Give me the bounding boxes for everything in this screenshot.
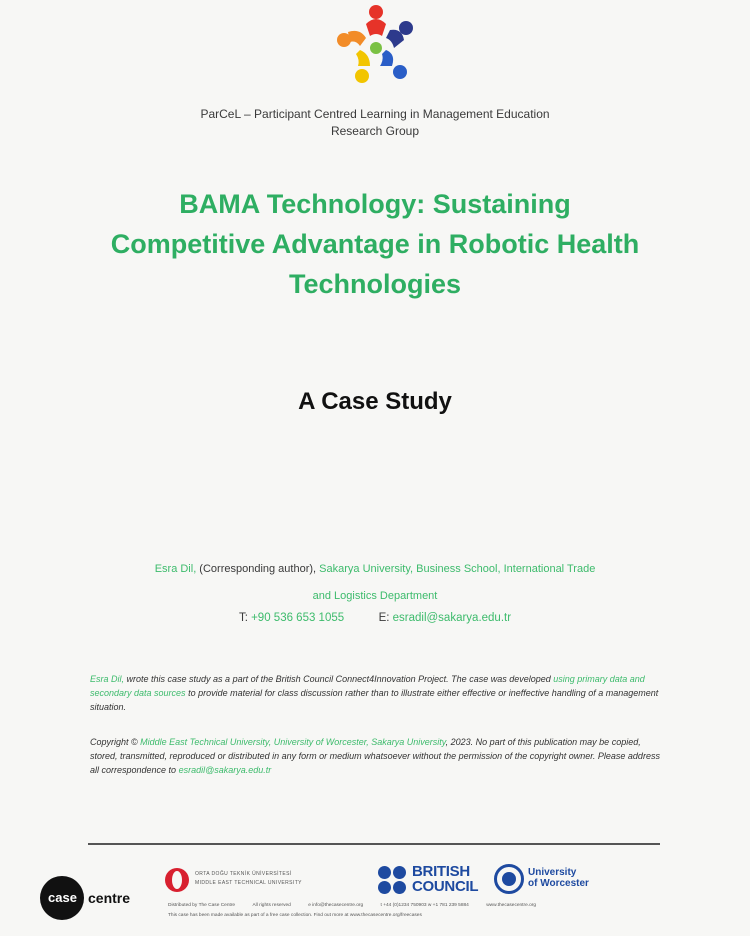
fineprint-website[interactable]: www.thecasecentre.org xyxy=(486,903,537,908)
worcester-logo xyxy=(494,864,604,898)
note-text-a: wrote this case study as a part of the British Council Connect4Innovation Project. The case was developed xyxy=(124,674,554,684)
email-link[interactable]: esradil@sakarya.edu.tr xyxy=(392,612,512,624)
worcester-line-2: of Worcester xyxy=(528,878,589,889)
case-subtitle: A Case Study xyxy=(298,388,452,415)
group-line-2: Research Group xyxy=(330,124,420,138)
author-affiliation-1: Sakarya University, Business School, International Trade xyxy=(319,563,596,575)
copyright-email[interactable]: esradil@sakarya.edu.tr xyxy=(178,765,272,775)
author-name: Esra Dil, xyxy=(154,563,197,575)
british-council-dots-icon xyxy=(378,866,408,896)
author-role: (Corresponding author), xyxy=(196,563,320,575)
note-sources: using primary data and secondary data sources xyxy=(90,674,645,698)
author-affiliation-2: and Logistics Department xyxy=(312,590,438,602)
british-council-logo xyxy=(378,864,488,898)
fineprint-distributor: Distributed by The Case Centre xyxy=(168,903,236,908)
british-council-line-2: COUNCIL xyxy=(412,878,479,895)
copyright-paragraph xyxy=(90,735,670,777)
fineprint-phone: t +44 (0)1234 750903 w +1 781 239 5884 xyxy=(380,903,469,908)
research-group-name xyxy=(0,106,750,140)
title-line-3: Technologies xyxy=(288,269,462,299)
phone-label: T: xyxy=(238,612,252,624)
fineprint-email[interactable]: e info@thecasecentre.org xyxy=(308,903,364,908)
worcester-emblem-icon xyxy=(494,864,524,894)
note-text-b: to provide material for class discussion rather than to illustrate either effective or ineffective handling of a management situation. xyxy=(90,688,659,712)
copyright-lead: Copyright © xyxy=(90,737,141,747)
metu-logo xyxy=(165,868,365,896)
case-centre-logo xyxy=(40,876,150,920)
british-council-line-1: BRITISH xyxy=(412,863,470,880)
title-line-2: Competitive Advantage in Robotic Health xyxy=(110,229,640,259)
group-line-1: ParCeL – Participant Centred Learning in Management Education xyxy=(200,107,550,121)
parcel-logo-icon xyxy=(330,2,422,88)
contact-info xyxy=(0,612,750,624)
footer-fineprint-note: This case has been made available as part of a free case collection. Find out more at www.thecasecentre.org/freecases xyxy=(168,913,422,918)
title-line-1: BAMA Technology: Sustaining xyxy=(179,189,571,219)
footer-fineprint-row xyxy=(168,902,552,909)
case-note-paragraph xyxy=(90,672,670,714)
fineprint-rights: All rights reserved xyxy=(252,903,291,908)
note-author: Esra Dil, xyxy=(90,674,125,684)
case-title xyxy=(60,184,690,304)
metu-name-tr: ORTA DOĞU TEKNİK ÜNİVERSİTESİ xyxy=(195,871,292,877)
email-label: E: xyxy=(378,612,393,624)
copyright-owners: Middle East Technical University, University of Worcester, Sakarya University xyxy=(140,737,446,747)
copyright-text: , 2023. No part of this publication may be copied, stored, transmitted, reproduced or distributed in any form or medium whatsoever without the permission of the copyright owner. Please address all correspondence to xyxy=(90,737,660,775)
phone-number: +90 536 653 1055 xyxy=(251,612,345,624)
worcester-line-1: University xyxy=(528,867,577,878)
metu-emblem-icon xyxy=(165,868,189,892)
footer-divider xyxy=(88,843,660,845)
case-centre-case: case xyxy=(48,890,77,905)
author-info xyxy=(70,556,680,610)
case-centre-centre: centre xyxy=(88,890,131,906)
metu-name-en: MIDDLE EAST TECHNICAL UNIVERSITY xyxy=(195,880,302,886)
